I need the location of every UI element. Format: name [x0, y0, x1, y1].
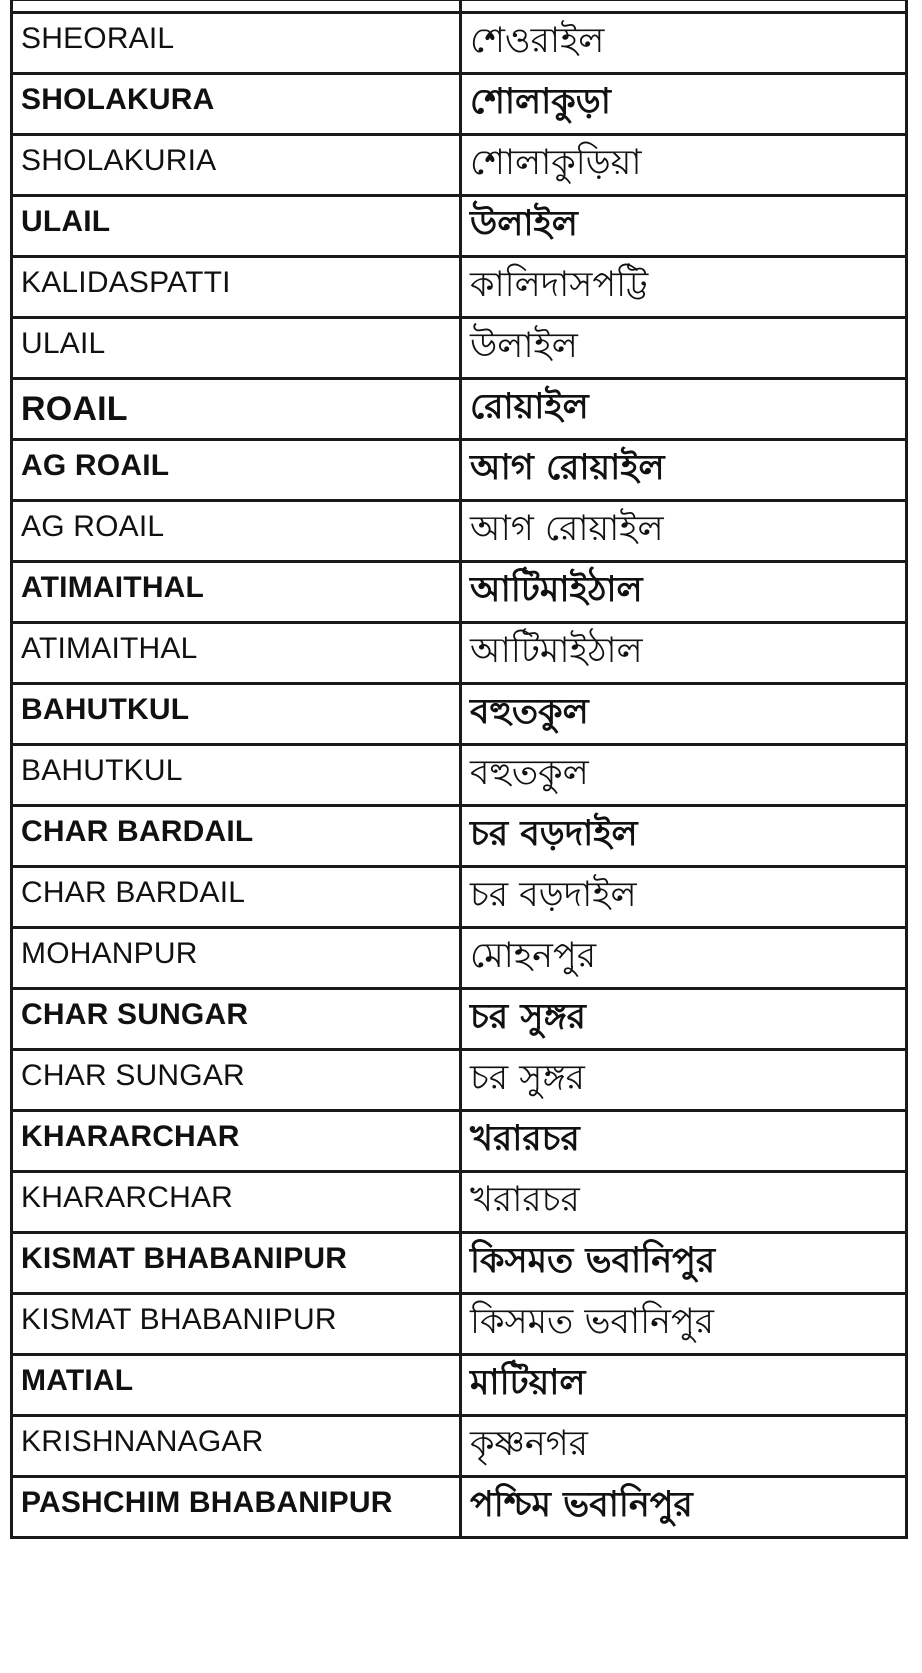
table-row: [12, 318, 907, 379]
place-name-table: [10, 0, 908, 1539]
table-row: [12, 440, 907, 501]
english-name-cell: CHAR SUNGAR: [12, 989, 461, 1050]
english-name-cell: CHAR BARDAIL: [12, 806, 461, 867]
bengali-name-cell: আগ রোয়াইল: [461, 501, 907, 562]
bengali-name-cell: কালিদাসপট্টি: [461, 257, 907, 318]
english-name-cell: MOHANPUR: [12, 928, 461, 989]
english-name-cell: AG ROAIL: [12, 440, 461, 501]
bengali-name-cell: চর সুঙ্গর: [461, 989, 907, 1050]
table-row: [12, 135, 907, 196]
bengali-name-cell: মোহনপুর: [461, 928, 907, 989]
english-name-cell: KHARARCHAR: [12, 1111, 461, 1172]
bengali-name-cell: রোয়াইল: [461, 379, 907, 440]
table-row: [12, 989, 907, 1050]
english-name-cell: ATIMAITHAL: [12, 623, 461, 684]
english-name-cell: KRISHNANAGAR: [12, 1416, 461, 1477]
bengali-name-cell: খরারচর: [461, 1172, 907, 1233]
bengali-name-cell: আগ রোয়াইল: [461, 440, 907, 501]
english-name-cell: ULAIL: [12, 318, 461, 379]
place-name-table-body: [12, 0, 907, 1538]
table-row: [12, 74, 907, 135]
english-name-cell: KISMAT BHABANIPUR: [12, 1233, 461, 1294]
english-name-cell: SHOLAKURA: [12, 74, 461, 135]
table-row: [12, 1416, 907, 1477]
english-name-cell: SHEORAIL: [12, 13, 461, 74]
table-row: [12, 257, 907, 318]
table-row: [12, 1111, 907, 1172]
bengali-name-cell: পশ্চিম ভবানিপুর: [461, 1477, 907, 1538]
bengali-name-cell: আটিমাইঠাল: [461, 623, 907, 684]
english-name-cell: ROAIL: [12, 379, 461, 440]
table-row: [12, 562, 907, 623]
english-name-cell: KHARARCHAR: [12, 1172, 461, 1233]
table-row: [12, 684, 907, 745]
bengali-name-cell: কিসমত ভবানিপুর: [461, 1294, 907, 1355]
english-name-cell: KALIDASPATTI: [12, 257, 461, 318]
bengali-name-cell: চর বড়দাইল: [461, 867, 907, 928]
bengali-name-cell: উলাইল: [461, 196, 907, 257]
table-row: [12, 1233, 907, 1294]
bengali-name-cell: শোলাকুড়িয়া: [461, 135, 907, 196]
table-row: [12, 623, 907, 684]
english-name-cell: SHOLAKURIA: [12, 135, 461, 196]
english-name-cell: KISMAT BHABANIPUR: [12, 1294, 461, 1355]
table-row: [12, 196, 907, 257]
table-row: [12, 1050, 907, 1111]
bengali-name-cell: খরারচর: [461, 1111, 907, 1172]
bengali-name-cell: বহুতকুল: [461, 745, 907, 806]
bengali-name-cell: চর বড়দাইল: [461, 806, 907, 867]
stub-cell-english: [12, 0, 461, 13]
bengali-name-cell: উলাইল: [461, 318, 907, 379]
english-name-cell: AG ROAIL: [12, 501, 461, 562]
table-row: [12, 501, 907, 562]
table-row: [12, 928, 907, 989]
table-row: [12, 867, 907, 928]
bengali-name-cell: চর সুঙ্গর: [461, 1050, 907, 1111]
table-row: [12, 806, 907, 867]
table-row: [12, 379, 907, 440]
english-name-cell: ATIMAITHAL: [12, 562, 461, 623]
bengali-name-cell: মাটিয়াল: [461, 1355, 907, 1416]
bengali-name-cell: কিসমত ভবানিপুর: [461, 1233, 907, 1294]
table-row: [12, 13, 907, 74]
bengali-name-cell: শেওরাইল: [461, 13, 907, 74]
bengali-name-cell: বহুতকুল: [461, 684, 907, 745]
table-row: [12, 1477, 907, 1538]
english-name-cell: BAHUTKUL: [12, 684, 461, 745]
english-name-cell: PASHCHIM BHABANIPUR: [12, 1477, 461, 1538]
english-name-cell: CHAR SUNGAR: [12, 1050, 461, 1111]
table-row: [12, 1294, 907, 1355]
bengali-name-cell: শোলাকুড়া: [461, 74, 907, 135]
table-top-stub-row: [12, 0, 907, 13]
english-name-cell: MATIAL: [12, 1355, 461, 1416]
table-row: [12, 1355, 907, 1416]
bengali-name-cell: কৃষ্ণনগর: [461, 1416, 907, 1477]
stub-cell-bengali: [461, 0, 907, 13]
english-name-cell: ULAIL: [12, 196, 461, 257]
table-row: [12, 745, 907, 806]
bengali-name-cell: আটিমাইঠাল: [461, 562, 907, 623]
english-name-cell: BAHUTKUL: [12, 745, 461, 806]
english-name-cell: CHAR BARDAIL: [12, 867, 461, 928]
table-row: [12, 1172, 907, 1233]
